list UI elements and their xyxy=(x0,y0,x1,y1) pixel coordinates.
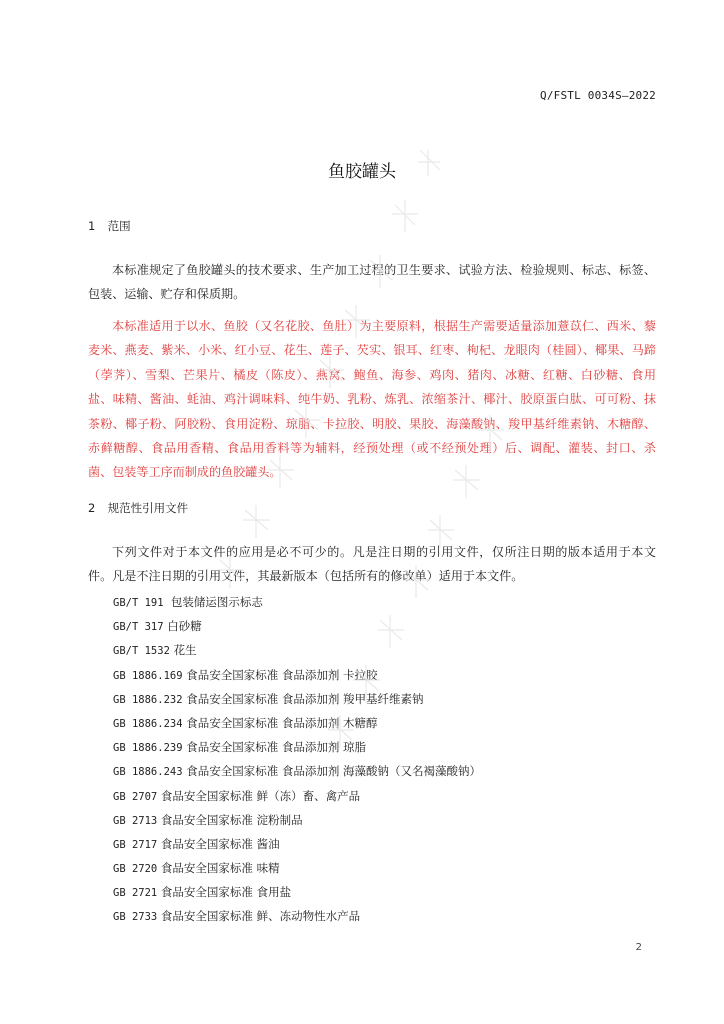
section-number: 2 xyxy=(88,501,96,515)
section-2-heading xyxy=(88,500,188,516)
list-item: GB/T 191 包装储运图示标志 xyxy=(113,595,263,609)
list-item: GB 2733 食品安全国家标准 鲜、冻动物性水产品 xyxy=(113,909,361,924)
list-item: GB 1886.232 食品安全国家标准 食品添加剂 羧甲基纤维素钠 xyxy=(113,691,424,706)
list-item: GB 1886.169 食品安全国家标准 食品添加剂 卡拉胶 xyxy=(113,667,378,682)
list-item: GB 1886.234 食品安全国家标准 食品添加剂 木糖醇 xyxy=(113,715,378,730)
document-title: 鱼胶罐头 xyxy=(328,162,396,182)
section-title: 规范性引用文件 xyxy=(107,501,189,515)
normative-references-intro: 下列文件对于本文件的应用是必不可少的。凡是注日期的引用文件，仅所注日期的版本适用于本文件。凡是不注日期的引用文件，其最新版本（包括所有的修改单）适用于本文件。 xyxy=(88,545,656,584)
list-item: GB 1886.239 食品安全国家标准 食品添加剂 琼脂 xyxy=(113,740,367,755)
document-code: Q/FSTL 0034S—2022 xyxy=(540,89,656,102)
page-number: 2 xyxy=(635,942,642,953)
section-1-heading xyxy=(88,218,131,234)
scope-paragraph: 本标准规定了鱼胶罐头的技术要求、生产加工过程的卫生要求、试验方法、检验规则、标志、标签、包装、运输、贮存和保质期。 xyxy=(88,263,656,302)
list-item: GB/T 1532 花生 xyxy=(113,643,197,658)
list-item: GB 2720 食品安全国家标准 味精 xyxy=(113,861,280,876)
list-item: GB 1886.243 食品安全国家标准 食品添加剂 海藻酸钠（又名褐藻酸钠） xyxy=(113,764,482,779)
list-item: GB 2717 食品安全国家标准 酱油 xyxy=(113,836,280,851)
section-number: 1 xyxy=(88,219,96,233)
list-item: GB 2707 食品安全国家标准 鲜（冻）畜、禽产品 xyxy=(113,788,361,803)
list-item: GB 2721 食品安全国家标准 食用盐 xyxy=(113,885,292,900)
reference-list xyxy=(113,594,481,933)
section-title: 范围 xyxy=(107,219,131,233)
list-item: GB/T 317 白砂糖 xyxy=(113,619,202,634)
list-item: GB 2713 食品安全国家标准 淀粉制品 xyxy=(113,812,303,827)
scope-applicability-paragraph: 本标准适用于以水、鱼胶（又名花胶、鱼肚）为主要原料，根据生产需要适量添加薏苡仁、西米、藜麦米、燕麦、紫米、小米、红小豆、花生、莲子、芡实、银耳、红枣、枸杞、龙眼肉（桂圆）、椰果、马蹄（荸荠）、雪梨、芒果片、橘皮（陈皮）、燕窝、鲍鱼、海参、鸡肉、猪肉、冰糖、红糖、白砂糖、食用盐、味精、酱油、蚝油、鸡汁调味料、纯牛奶、乳粉、炼乳、浓缩茶汁、椰汁、胶原蛋白肽、可可粉、抹茶粉、椰子粉、阿胶粉、食用淀粉、琼脂、卡拉胶、明胶、果胶、海藻酸钠、羧甲基纤维素钠、木糖醇、赤藓糖醇、食品用香精、食品用香料等为辅料，经预处理（或不经预处理）后、调配、灌装、封口、杀菌、包装等工序而制成的鱼胶罐头。 xyxy=(88,319,656,480)
